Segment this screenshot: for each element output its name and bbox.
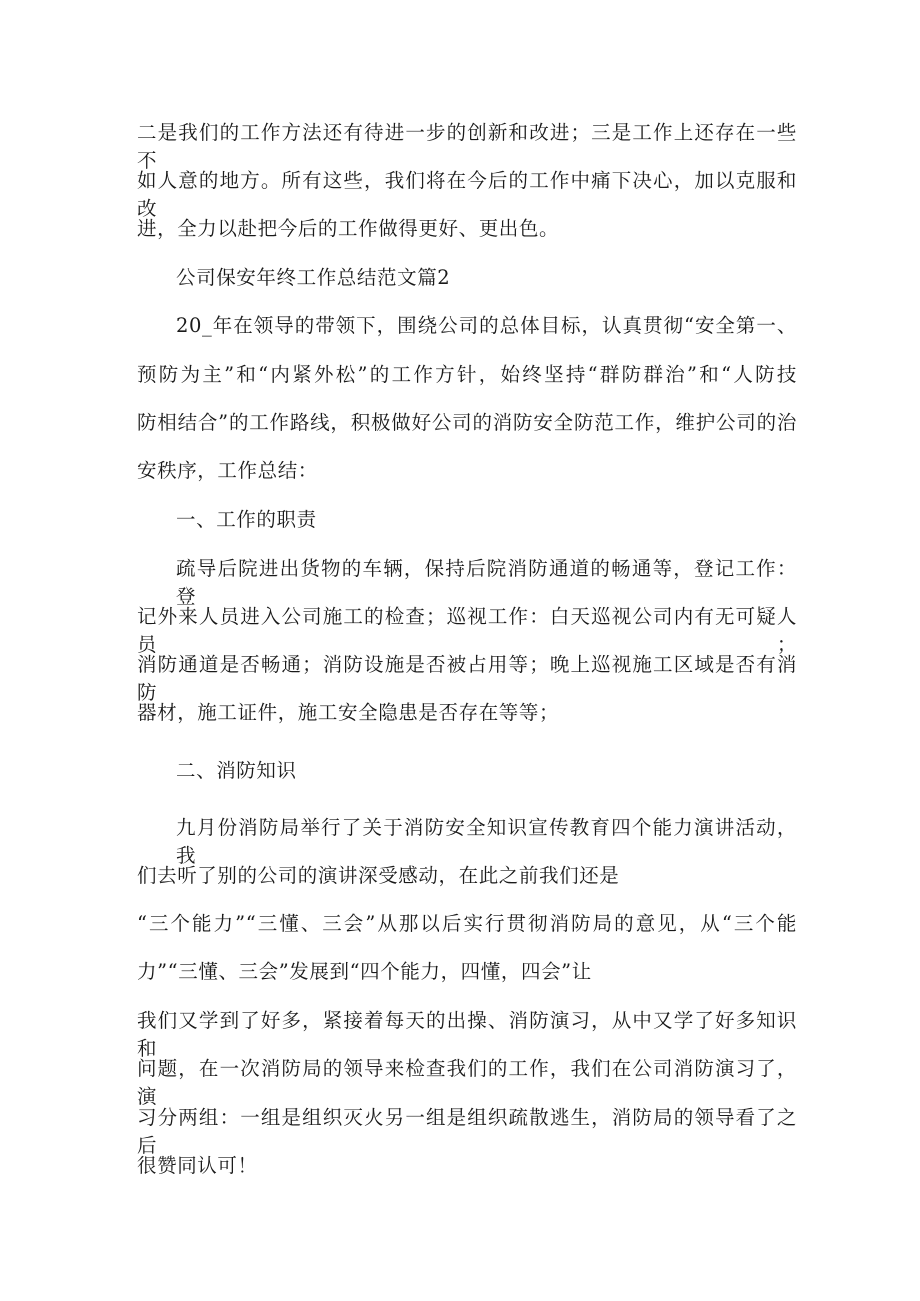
body-text-line: 二是我们的工作方法还有待进一步的创新和改进；三是工作上还存在一些不	[137, 121, 797, 172]
body-text-line: 预防为主”和“内紧外松”的工作方针，始终坚持“群防群治”和“人防技	[137, 363, 797, 386]
body-text-line: 防相结合”的工作路线，积极做好公司的消防安全防范工作，维护公司的治	[137, 411, 797, 434]
body-text-line: 我们又学到了好多，紧接着每天的出操、消防演习，从中又学了好多知识和	[137, 1009, 797, 1060]
body-text-line: 消防通道是否畅通；消防设施是否被占用等；晚上巡视施工区域是否有消防	[137, 653, 797, 704]
body-text-line: 如人意的地方。所有这些，我们将在今后的工作中痛下决心，加以克服和改	[137, 169, 797, 220]
section-heading: 一、工作的职责	[176, 508, 317, 531]
body-text-line: 问题，在一次消防局的领导来检查我们的工作，我们在公司消防演习了，演	[137, 1057, 797, 1108]
body-text-line: 九月份消防局举行了关于消防安全知识宣传教育四个能力演讲活动，我	[176, 816, 797, 867]
section-heading: 二、消防知识	[176, 759, 297, 782]
body-text-line: 安秩序，工作总结：	[137, 459, 318, 482]
body-text-line: 器材，施工证件，施工安全隐患是否存在等等；	[137, 701, 560, 724]
body-text-line: 们去听了别的公司的演讲深受感动，在此之前我们还是	[137, 864, 620, 887]
body-text-line: 记外来人员进入公司施工的检查；巡视工作：白天巡视公司内有无可疑人员；	[137, 605, 797, 656]
body-text-line: 习分两组：一组是组织灭火另一组是组织疏散逃生，消防局的领导看了之后	[137, 1106, 797, 1157]
body-text-line: 20_年在领导的带领下，围绕公司的总体目标，认真贯彻“安全第一、	[176, 314, 797, 337]
body-text-line: “三个能力”“三懂、三会”从那以后实行贯彻消防局的意见，从“三个能	[137, 912, 797, 935]
body-text-line: 疏导后院进出货物的车辆，保持后院消防通道的畅通等，登记工作：登	[176, 557, 797, 608]
body-text-line: 很赞同认可！	[137, 1154, 258, 1177]
section-heading: 公司保安年终工作总结范文篇2	[176, 266, 451, 289]
body-text-line: 进，全力以赴把今后的工作做得更好、更出色。	[137, 217, 560, 240]
body-text-line: 力”“三懂、三会”发展到“四个能力，四懂，四会”让	[137, 960, 592, 983]
